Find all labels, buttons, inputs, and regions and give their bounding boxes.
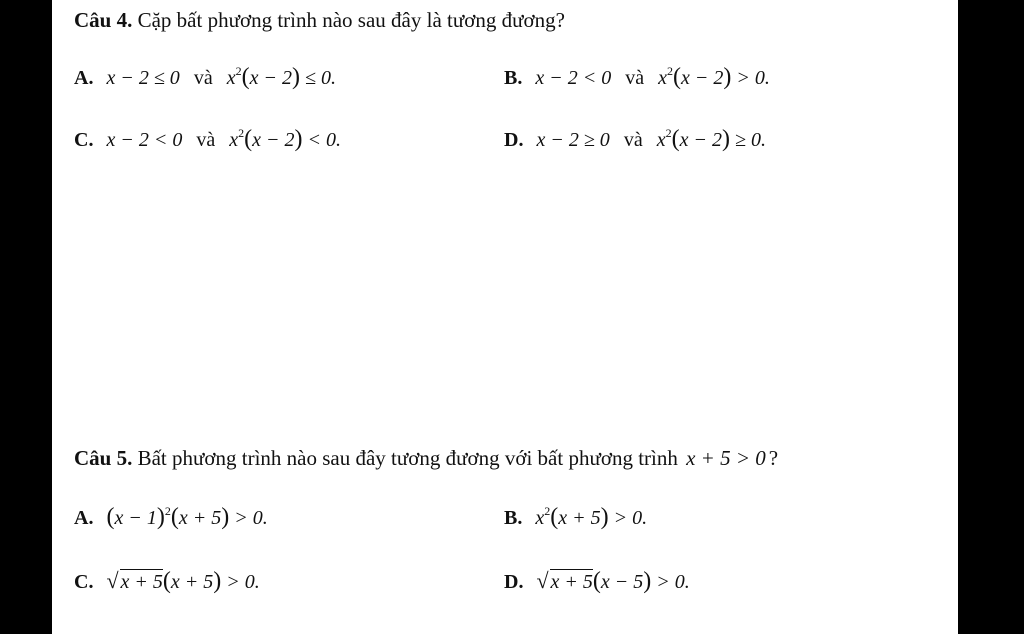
question-mark: ? xyxy=(768,446,779,470)
option-tail: > 0. xyxy=(613,507,648,529)
question-5 xyxy=(74,446,778,471)
inner-expr: x + 5 xyxy=(178,507,222,529)
var-x: x xyxy=(229,129,239,151)
option-label: D. xyxy=(504,129,524,151)
q4-option-b[interactable] xyxy=(504,64,770,91)
q4-option-a[interactable] xyxy=(74,64,336,91)
question-5-expr: x + 5 > 0 xyxy=(686,446,766,470)
inner-expr: x − 5 xyxy=(600,571,644,593)
q4-option-c[interactable] xyxy=(74,126,341,153)
option-tail: < 0. xyxy=(307,129,341,151)
option-expr-1: x − 2 ≥ 0 xyxy=(536,129,610,151)
right-paren: ) xyxy=(723,64,732,90)
inner-expr: x − 1 xyxy=(114,507,157,529)
option-tail: > 0. xyxy=(736,67,770,89)
var-x: x xyxy=(658,67,667,89)
right-paren: ) xyxy=(221,504,230,530)
square-root xyxy=(536,568,593,594)
inner-expr: x − 2 xyxy=(681,67,724,89)
exponent: 2 xyxy=(544,504,551,518)
q4-option-d[interactable] xyxy=(504,126,766,153)
right-paren: ) xyxy=(643,568,652,594)
q5-option-d[interactable] xyxy=(504,568,690,595)
inner-expr: x + 5 xyxy=(170,571,214,593)
option-tail: > 0. xyxy=(656,571,690,593)
question-5-label: Câu 5. xyxy=(74,446,133,470)
option-tail: > 0. xyxy=(226,571,260,593)
var-x: x xyxy=(535,507,545,529)
option-label: A. xyxy=(74,67,94,89)
left-paren: ( xyxy=(244,126,253,152)
left-paren: ( xyxy=(162,568,171,594)
option-expr-1: x − 2 ≤ 0 xyxy=(106,67,180,89)
option-label: B. xyxy=(504,507,523,529)
option-label: C. xyxy=(74,571,94,593)
left-paren: ( xyxy=(592,568,601,594)
option-tail: ≥ 0. xyxy=(734,129,766,151)
conjunction: và xyxy=(196,129,216,151)
radical-sign: √ xyxy=(106,568,119,593)
var-x: x xyxy=(656,129,666,151)
question-5-text: Bất phương trình nào sau đây tương đương với bất phương trình xyxy=(137,446,678,470)
option-label: B. xyxy=(504,67,523,89)
radical-sign: √ xyxy=(536,568,549,593)
inner-expr: x − 2 xyxy=(252,129,295,151)
right-paren: ) xyxy=(156,504,165,530)
right-paren: ) xyxy=(291,64,300,90)
option-tail: ≤ 0. xyxy=(304,67,336,89)
conjunction: và xyxy=(193,67,213,89)
exponent: 2 xyxy=(235,64,242,78)
left-paren: ( xyxy=(106,504,115,530)
left-paren: ( xyxy=(170,504,179,530)
conjunction: và xyxy=(625,67,645,89)
left-paren: ( xyxy=(241,64,250,90)
option-expr-1: x − 2 < 0 xyxy=(106,129,183,151)
exponent: 2 xyxy=(164,504,171,518)
inner-expr: x − 2 xyxy=(679,129,722,151)
left-paren: ( xyxy=(671,126,680,152)
radicand: x + 5 xyxy=(550,571,593,593)
q5-option-b[interactable] xyxy=(504,504,647,531)
exponent: 2 xyxy=(667,64,673,78)
option-tail: > 0. xyxy=(234,507,268,529)
left-paren: ( xyxy=(673,64,681,90)
right-paren: ) xyxy=(721,126,730,152)
question-4-label: Câu 4. xyxy=(74,8,133,32)
q5-option-c[interactable] xyxy=(74,568,260,595)
right-paren: ) xyxy=(600,504,609,530)
option-label: C. xyxy=(74,129,94,151)
question-4 xyxy=(74,8,565,33)
radicand: x + 5 xyxy=(120,571,163,593)
exponent: 2 xyxy=(238,126,245,140)
inner-expr: x − 2 xyxy=(249,67,292,89)
inner-expr: x + 5 xyxy=(558,507,601,529)
option-label: A. xyxy=(74,507,94,529)
var-x: x xyxy=(226,67,236,89)
square-root xyxy=(106,568,163,594)
option-label: D. xyxy=(504,571,524,593)
left-paren: ( xyxy=(550,504,559,530)
q5-option-a[interactable] xyxy=(74,504,268,531)
option-expr-1: x − 2 < 0 xyxy=(535,67,612,89)
right-paren: ) xyxy=(294,126,303,152)
right-paren: ) xyxy=(213,568,222,594)
exponent: 2 xyxy=(665,126,672,140)
worksheet-page xyxy=(52,0,958,634)
conjunction: và xyxy=(623,129,643,151)
question-4-text: Cặp bất phương trình nào sau đây là tương đương? xyxy=(137,8,565,32)
